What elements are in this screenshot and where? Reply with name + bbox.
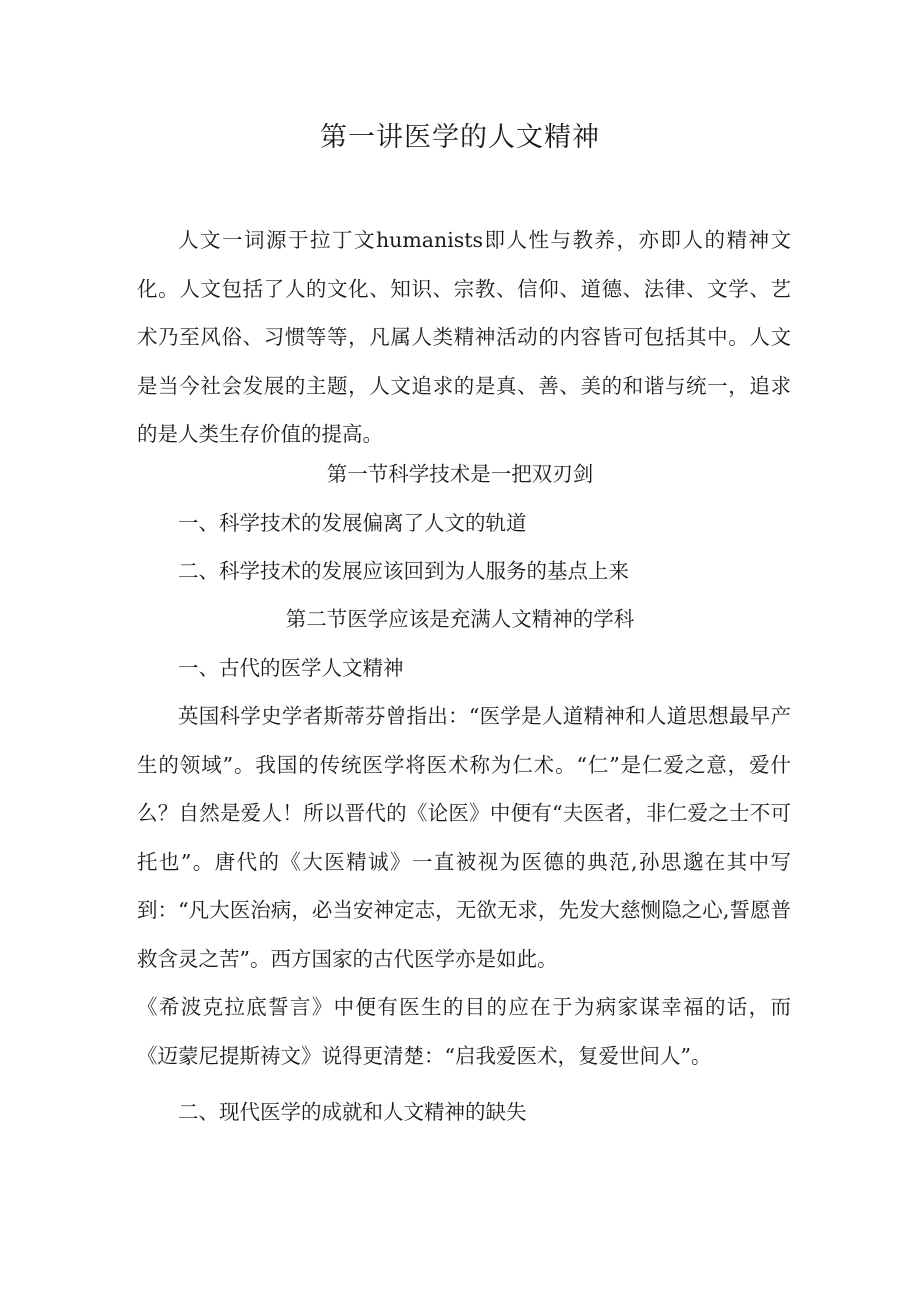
section-2-item-2: 二、现代医学的成就和人文精神的缺失 [178, 1100, 527, 1124]
section-1-item-1: 一、科学技术的发展偏离了人文的轨道 [178, 511, 527, 535]
section-2-item-1: 一、古代的医学人文精神 [178, 656, 404, 680]
section-2-paragraph-2: 《希波克拉底誓言》中便有医生的目的应在于为病家谋幸福的话，而《迈蒙尼提斯祷文》说得更清楚：“启我爱医术，复爱世间人”。 [137, 995, 791, 1068]
section-2-heading: 第二节医学应该是充满人文精神的学科 [285, 607, 635, 631]
intro-paragraph: 人文一词源于拉丁文humanists即人性与教养，亦即人的精神文化。人文包括了人的文化、知识、宗教、信仰、道德、法律、文学、艺术乃至风俗、习惯等等，凡属人类精神活动的内容皆可包括其中。人文是当今社会发展的主题，人文追求的是真、善、美的和谐与统一，追求的是人类生存价值的提高。 [137, 228, 791, 446]
page-title: 第一讲医学的人文精神 [320, 122, 600, 153]
section-1-item-2: 二、科学技术的发展应该回到为人服务的基点上来 [178, 559, 629, 583]
section-1-heading: 第一节科学技术是一把双刃剑 [326, 462, 594, 486]
section-2-paragraph-1: 英国科学史学者斯蒂芬曾指出：“医学是人道精神和人道思想最早产生的领域”。我国的传统医学将医术称为仁术。“仁”是仁爱之意，爱什么？自然是爱人！所以晋代的《论医》中便有“夫医者，非仁爱之士不可托也”。唐代的《大医精诚》一直被视为医德的典范,孙思邈在其中写到：“凡大医治病，必当安神定志，无欲无求，先发大慈恻隐之心,誓愿普救含灵之苦”。西方国家的古代医学亦是如此。 [137, 704, 791, 971]
